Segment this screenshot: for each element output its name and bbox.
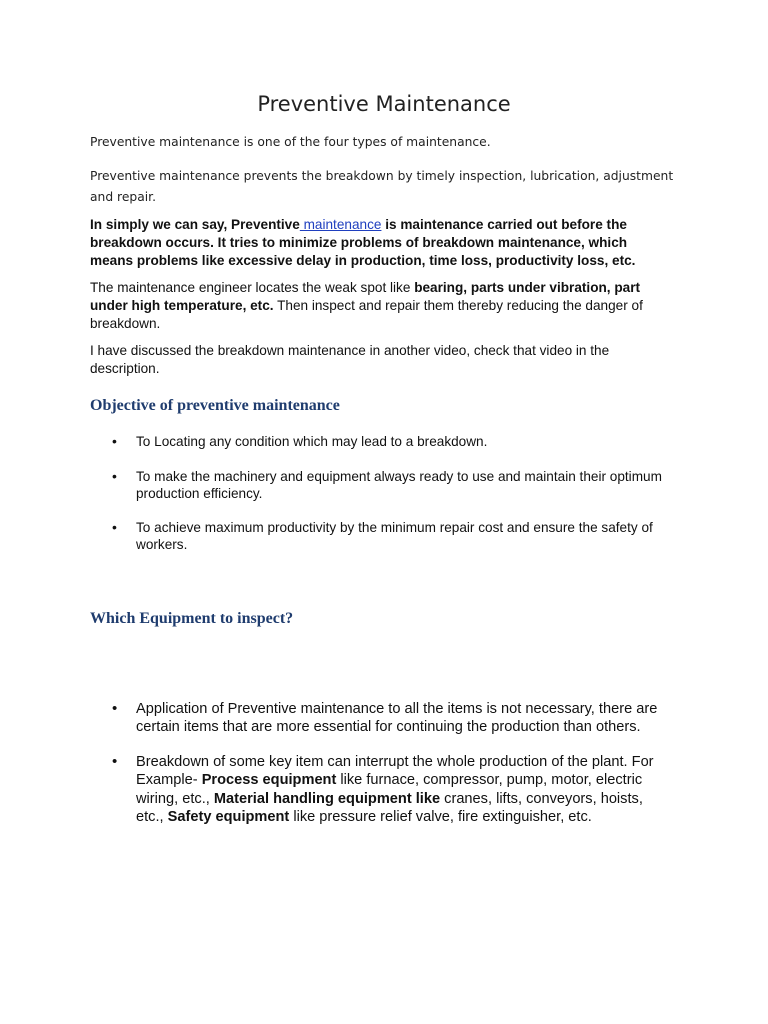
definition-line-2: breakdown occurs. It tries to minimize problems of breakdown maintenance, which <box>90 235 628 250</box>
material-handling-bold: Material handling equipment like <box>213 790 441 807</box>
equipment-2-line-4 <box>136 808 696 826</box>
definition-paragraph <box>90 216 710 270</box>
bullet-marker: • <box>112 519 117 535</box>
bullet-marker: • <box>112 753 118 770</box>
equipment-2-l3-post: cranes, lifts, conveyors, hoists, <box>440 790 643 807</box>
engineer-bold-1: bearing, parts under vibration, part <box>414 280 641 295</box>
equipment-2-l3-pre: wiring, etc., <box>136 790 214 807</box>
discussed-line-1: I have discussed the breakdown maintenance in another video, check that video in the <box>90 343 610 358</box>
equipment-heading: Which Equipment to inspect? <box>90 610 294 627</box>
objective-2-line-1: To make the machinery and equipment always ready to use and maintain their optimum <box>136 469 662 484</box>
definition-text-pre: In simply we can say, Preventive <box>90 217 300 232</box>
definition-line-1 <box>90 216 710 234</box>
intro-paragraph-2 <box>90 166 710 208</box>
equipment-1-line-1: Application of Preventive maintenance to all the items is not necessary, there are <box>136 701 658 717</box>
safety-equipment-bold: Safety equipment <box>167 809 290 826</box>
engineer-text-post: Then inspect and repair them thereby reducing the danger of <box>273 298 643 313</box>
equipment-1-line-2: certain items that are more essential for continuing the production than others. <box>136 719 641 736</box>
equipment-2-line-2 <box>136 771 696 789</box>
list-item <box>136 519 696 553</box>
list-item <box>136 700 696 737</box>
objective-heading: Objective of preventive maintenance <box>90 397 340 414</box>
definition-text-post: is maintenance carried out before the <box>381 217 627 232</box>
engineer-line-2 <box>90 297 710 315</box>
bullet-marker: • <box>112 433 117 449</box>
objective-3-line-2: workers. <box>136 537 188 552</box>
objective-3-line-1: To achieve maximum productivity by the minimum repair cost and ensure the safety of <box>136 520 653 535</box>
list-item <box>136 753 696 827</box>
bullet-marker: • <box>112 468 117 484</box>
equipment-2-line-3 <box>136 790 696 808</box>
equipment-2-l2-post: like furnace, compressor, pump, motor, electric <box>336 772 643 789</box>
equipment-2-l4-pre: etc., <box>136 809 168 826</box>
equipment-2-l4-post: like pressure relief valve, fire extinguisher, etc. <box>289 809 592 826</box>
intro-paragraph-2-line-1: Preventive maintenance prevents the breakdown by timely inspection, lubrication, adjustment <box>90 169 674 183</box>
intro-paragraph-1: Preventive maintenance is one of the four types of maintenance. <box>90 135 491 149</box>
discussed-paragraph <box>90 342 710 378</box>
definition-line-3: means problems like excessive delay in production, time loss, productivity loss, etc. <box>90 253 636 268</box>
objective-1-line-1: To Locating any condition which may lead to a breakdown. <box>136 434 488 449</box>
discussed-line-2: description. <box>90 361 160 376</box>
engineer-text-pre: The maintenance engineer locates the weak spot like <box>90 280 415 295</box>
intro-paragraph-2-line-2: and repair. <box>90 190 156 204</box>
engineer-line-1 <box>90 279 710 297</box>
list-item <box>136 468 696 502</box>
process-equipment-bold: Process equipment <box>201 772 337 789</box>
engineer-line-3: breakdown. <box>90 316 161 331</box>
engineer-bold-2: under high temperature, etc. <box>90 298 274 313</box>
objective-2-line-2: production efficiency. <box>136 486 263 501</box>
equipment-2-line-1: Breakdown of some key item can interrupt the whole production of the plant. For <box>136 754 654 770</box>
equipment-2-l2-pre: Example- <box>136 772 202 789</box>
page-title: Preventive Maintenance <box>257 92 511 116</box>
maintenance-link[interactable]: maintenance <box>299 217 382 232</box>
engineer-paragraph <box>90 279 710 333</box>
bullet-marker: • <box>112 700 118 717</box>
list-item <box>136 433 696 451</box>
